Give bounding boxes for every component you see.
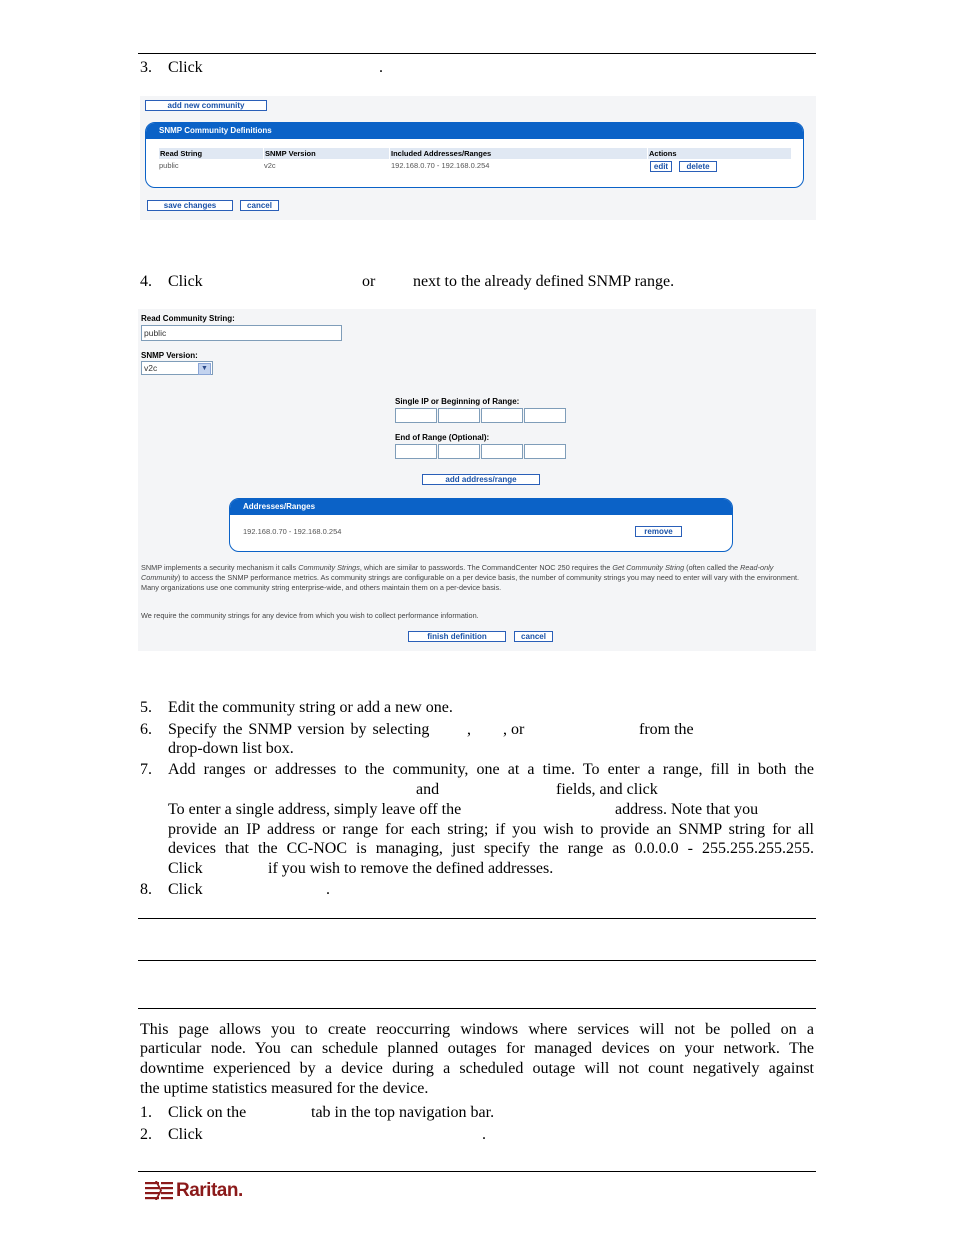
- step-4-text: Click: [168, 273, 203, 290]
- start-ip-octet-1[interactable]: [395, 408, 437, 423]
- step-7-line3a: To enter a single address, simply leave off the: [168, 801, 462, 818]
- step-b1-a: Click on the: [168, 1104, 247, 1121]
- intro-line-2: particular node. You can schedule planned outages for managed devices on your network. The: [140, 1040, 814, 1057]
- raritan-logo: [145, 1179, 255, 1203]
- range-value: 192.168.0.70 - 192.168.0.254: [243, 527, 342, 536]
- snmp-version-value: v2c: [144, 363, 158, 373]
- chevron-down-icon: ▼: [198, 363, 211, 375]
- step-3-suffix: .: [379, 59, 383, 76]
- header-addresses: Included Addresses/Ranges: [390, 148, 647, 159]
- step-3-number: 3.: [140, 59, 152, 76]
- read-community-input[interactable]: public: [141, 325, 342, 341]
- cell-ranges: 192.168.0.70 - 192.168.0.254: [391, 161, 490, 170]
- intro-line-3: downtime experienced by a device during a scheduled outage will not count negatively against: [140, 1060, 814, 1077]
- step-7-line6a: Click: [168, 860, 203, 877]
- cell-version: v2c: [264, 161, 276, 170]
- delete-button[interactable]: delete: [679, 161, 717, 172]
- start-ip-octet-4[interactable]: [524, 408, 566, 423]
- cell-read-string: public: [159, 161, 179, 170]
- header-snmp-version: SNMP Version: [264, 148, 389, 159]
- add-address-range-button[interactable]: add address/range: [422, 474, 540, 485]
- snmp-community-definitions-panel: [145, 122, 804, 188]
- single-ip-label: Single IP or Beginning of Range:: [395, 397, 520, 406]
- step-3-text: Click: [168, 59, 203, 76]
- step-6-or: , or: [503, 721, 525, 738]
- step-5-text: Edit the community string or add a new one.: [168, 699, 453, 716]
- read-community-label: Read Community String:: [141, 314, 235, 323]
- step-b2-suffix: .: [482, 1126, 486, 1143]
- step-6-line1: Specify the SNMP version by selecting: [168, 721, 430, 738]
- step-4-or: or: [362, 273, 376, 290]
- snmp-explanation-note: SNMP implements a security mechanism it calls Community Strings, which are similar to passwords. The CommandCenter NOC 250 requires the Get Community String (often called the Read-only Community) to access the SNMP performance metrics. As community strings are configurable on a per device basis, the number of community strings you may need to enter will vary with the environment. Many organizations use one community string enterprise-wide, and others maintain them on a per-device basis.: [141, 563, 800, 592]
- remove-button[interactable]: remove: [635, 526, 682, 537]
- screenshot-community-edit: [138, 309, 816, 651]
- step-7-line5: devices that the CC-NOC is managing, just specify the range as 0.0.0.0 - 255.255.255.255.: [168, 840, 814, 857]
- start-ip-octet-3[interactable]: [481, 408, 523, 423]
- step-6-comma: ,: [467, 721, 471, 738]
- step-4-tail: next to the already defined SNMP range.: [413, 273, 675, 290]
- top-rule: [138, 53, 816, 54]
- step-7-fields-click: fields, and click: [556, 781, 658, 798]
- cancel-edit-button[interactable]: cancel: [514, 631, 553, 642]
- addresses-ranges-panel: [229, 498, 733, 552]
- step-b1-number: 1.: [140, 1104, 152, 1121]
- step-7-line4: provide an IP address or range for each string; if you wish to provide an SNMP string for all: [168, 821, 814, 838]
- step-6-line2: drop-down list box.: [168, 740, 294, 757]
- intro-line-1: This page allows you to create reoccurring windows where services will not be polled on a: [140, 1021, 814, 1038]
- save-changes-button[interactable]: save changes: [147, 200, 233, 211]
- finish-definition-button[interactable]: finish definition: [408, 631, 506, 642]
- step-5-number: 5.: [140, 699, 152, 716]
- step-8-number: 8.: [140, 881, 152, 898]
- addresses-panel-title: Addresses/Ranges: [230, 499, 732, 515]
- community-requirement-note: We require the community strings for any device from which you wish to collect performance information.: [141, 611, 479, 620]
- step-7-line6b: if you wish to remove the defined addresses.: [268, 860, 554, 877]
- screenshot-community-list: [140, 96, 816, 220]
- step-7-line3b: address. Note that you: [615, 801, 759, 818]
- end-ip-octet-3[interactable]: [481, 444, 523, 459]
- raritan-logo-text: Raritan.: [176, 1180, 243, 1201]
- section-rule-3: [138, 1008, 816, 1009]
- end-ip-octet-2[interactable]: [438, 444, 480, 459]
- add-new-community-button[interactable]: add new community: [145, 100, 267, 111]
- section-rule-2: [138, 960, 816, 961]
- snmp-version-label: SNMP Version:: [141, 351, 198, 360]
- start-ip-octet-2[interactable]: [438, 408, 480, 423]
- intro-line-4: the uptime statistics measured for the device.: [140, 1080, 429, 1097]
- step-7-and: and: [416, 781, 440, 798]
- end-range-label: End of Range (Optional):: [395, 433, 490, 442]
- step-6-number: 6.: [140, 721, 152, 738]
- cancel-button[interactable]: cancel: [240, 200, 279, 211]
- step-4-number: 4.: [140, 273, 152, 290]
- footer-rule: [138, 1171, 816, 1172]
- edit-button[interactable]: edit: [650, 161, 672, 172]
- step-b2-a: Click: [168, 1126, 203, 1143]
- step-b2-number: 2.: [140, 1126, 152, 1143]
- step-7-number: 7.: [140, 761, 152, 778]
- snmp-version-select[interactable]: [141, 361, 213, 375]
- step-b1-b: tab in the top navigation bar.: [311, 1104, 495, 1121]
- section-rule-1: [138, 918, 816, 919]
- panel-title: SNMP Community Definitions: [146, 123, 803, 139]
- raritan-logo-icon: [145, 1179, 175, 1203]
- end-ip-octet-4[interactable]: [524, 444, 566, 459]
- step-8-text: Click: [168, 881, 203, 898]
- step-8-suffix: .: [326, 881, 330, 898]
- step-7-line1: Add ranges or addresses to the community, one at a time. To enter a range, fill in both the: [168, 761, 814, 778]
- end-ip-octet-1[interactable]: [395, 444, 437, 459]
- step-6-from: from the: [639, 721, 694, 738]
- header-read-string: Read String: [159, 148, 263, 159]
- header-actions: Actions: [648, 148, 791, 159]
